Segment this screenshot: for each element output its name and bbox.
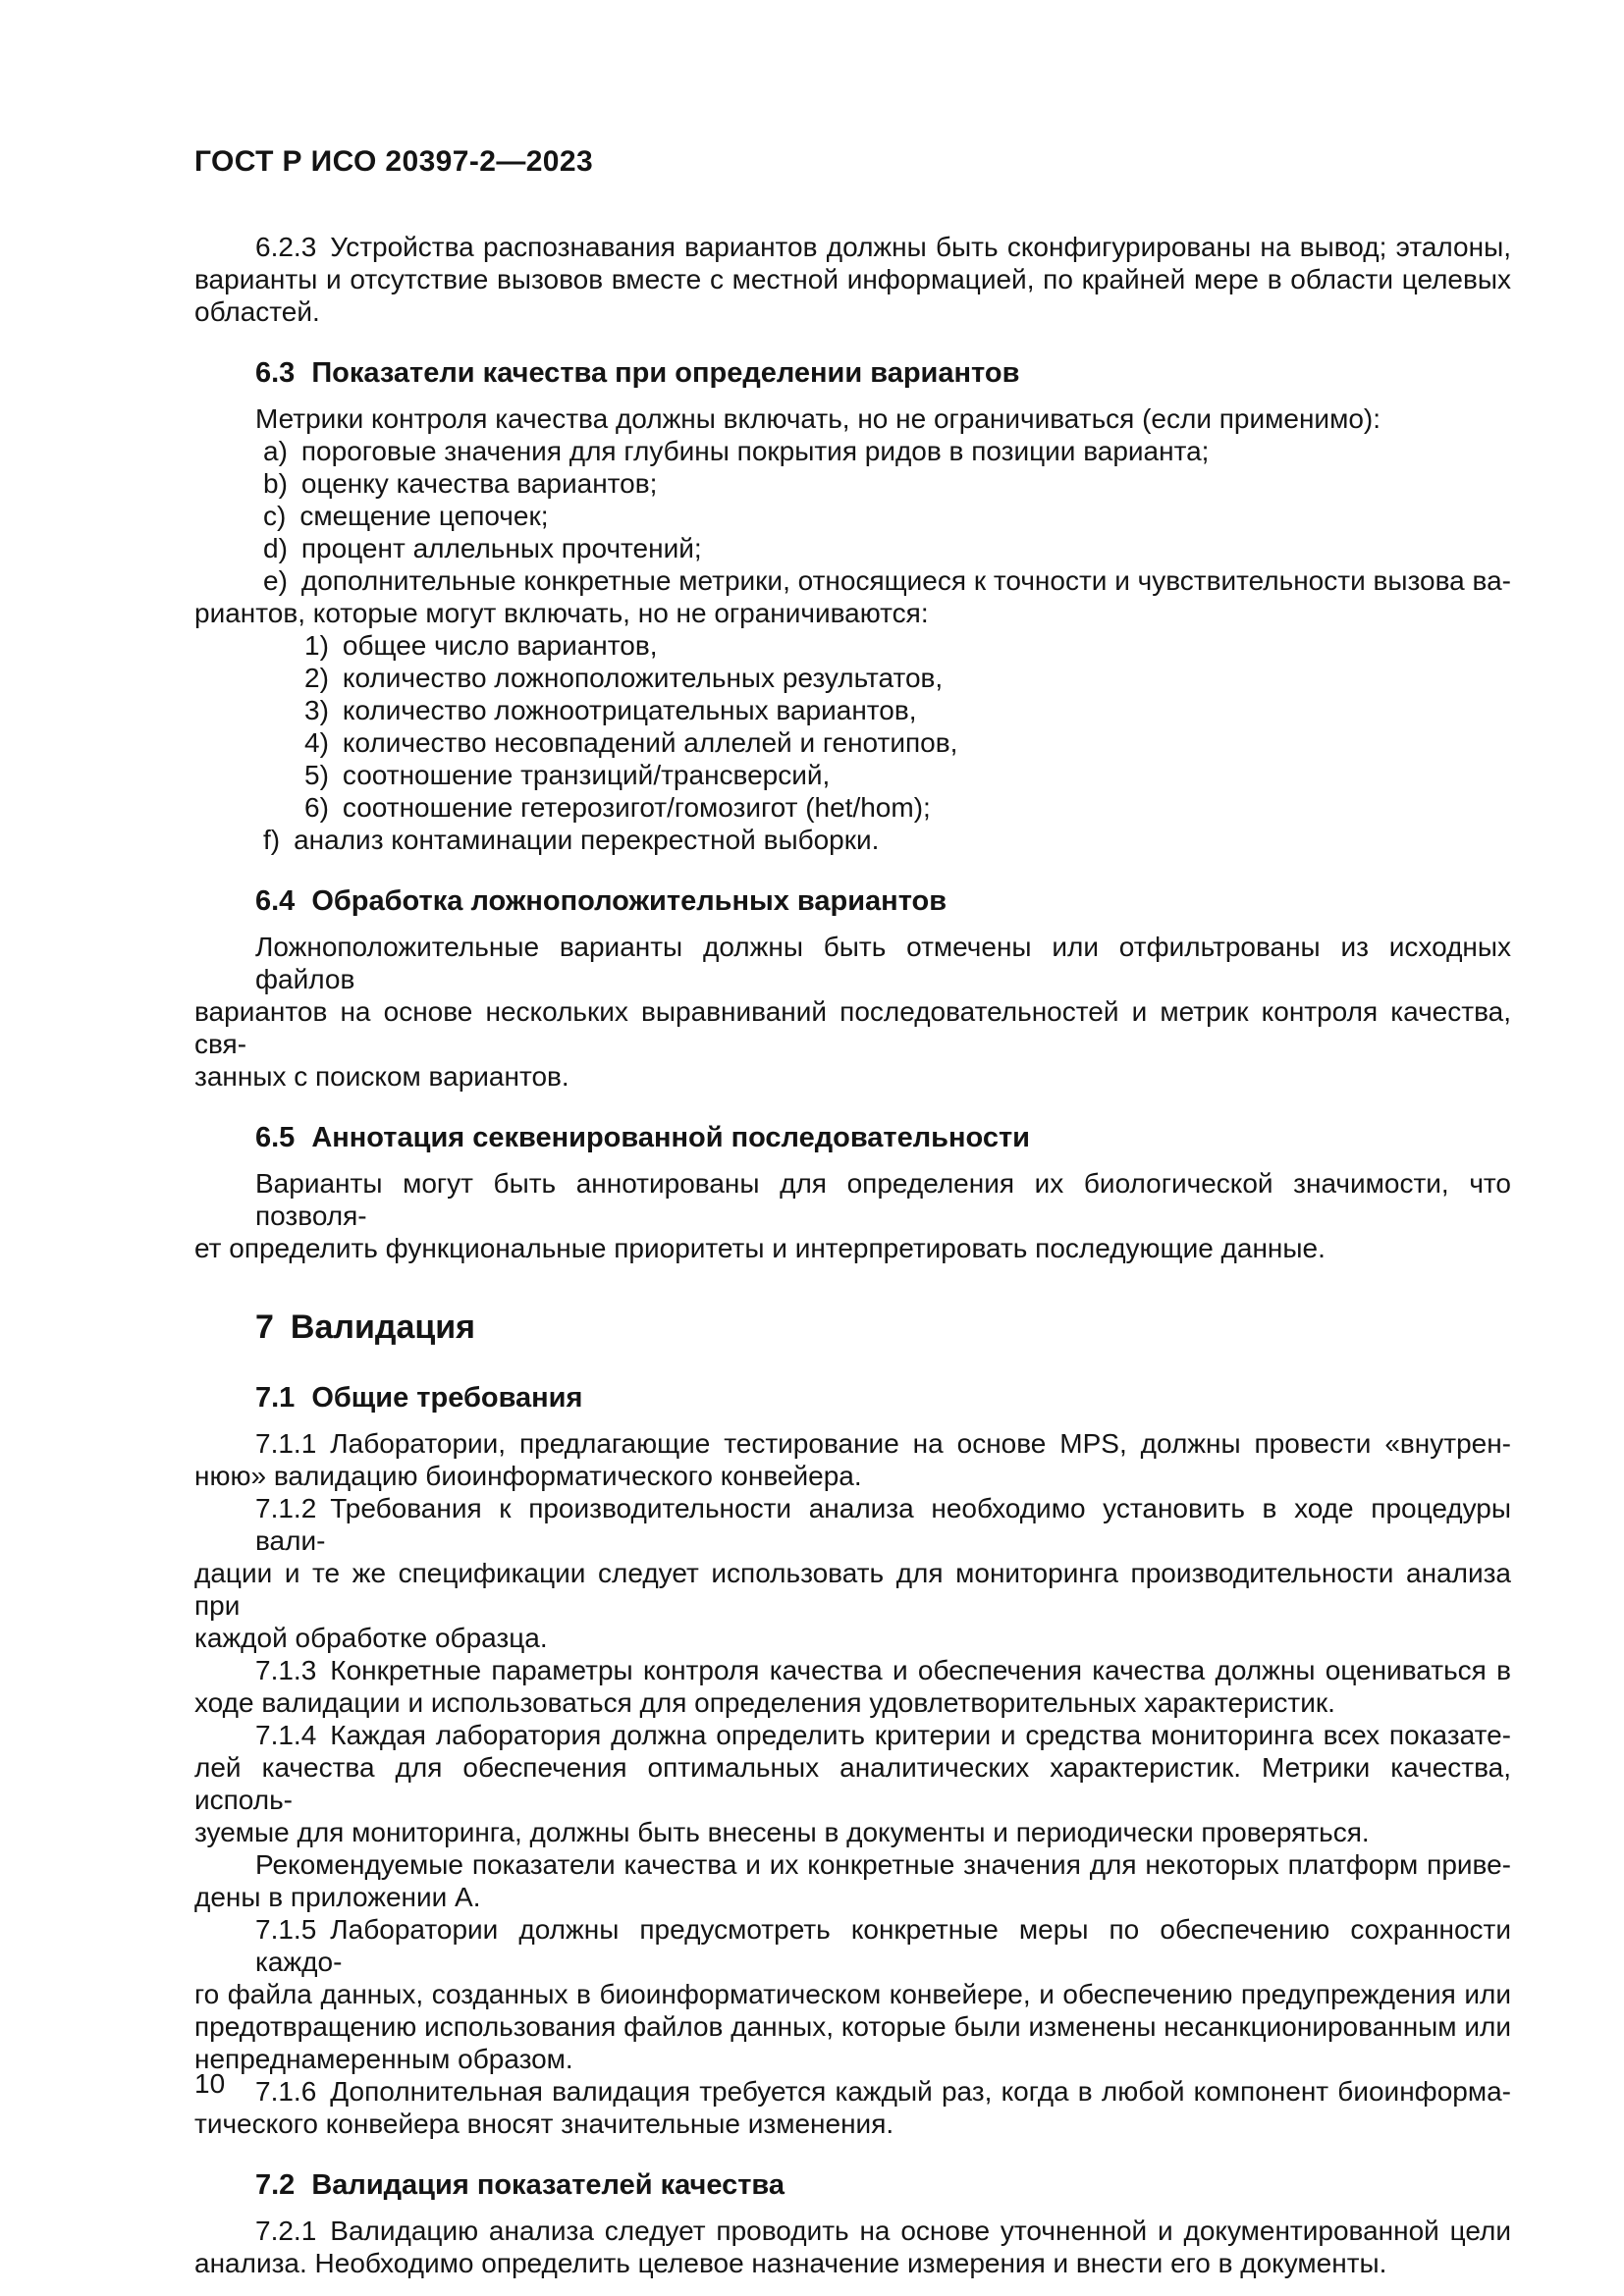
section-number: 6.4 (255, 885, 296, 917)
text-line: зуемые для мониторинга, должны быть внесены в документы и периодически проверяться. (194, 1817, 1370, 1847)
list-item-f: f) анализ контаминации перекрестной выборки. (263, 825, 880, 855)
text-line: Рекомендуемые показатели качества и их конкретные значения для некоторых платформ приве- (255, 1849, 1511, 1880)
list-subitem-3: 3) количество ложноотрицательных вариантов, (304, 695, 917, 725)
text-line: ет определить функциональные приоритеты и интерпретировать последующие данные. (194, 1233, 1326, 1263)
clause-7-1-5-paragraph (194, 1913, 1511, 2075)
clause-7-1-3-paragraph (194, 1654, 1511, 1719)
list-subitem-1: 1) общее число вариантов, (304, 630, 658, 661)
text-line: лей качества для обеспечения оптимальных аналитических характеристик. Метрики качества, исполь- (194, 1752, 1511, 1815)
list-subitem-6: 6) соотношение гетерозигот/гомозигот (het/hom); (304, 792, 931, 823)
text-line: занных с поиском вариантов. (194, 1061, 569, 1092)
section-heading-6-5 (255, 1122, 1511, 1154)
text-line: тического конвейера вносят значительные изменения. (194, 2109, 894, 2139)
chapter-number: 7 (255, 1308, 274, 1346)
section-title: Обработка ложноположительных вариантов (311, 885, 947, 917)
chapter-title: Валидация (290, 1308, 476, 1346)
document-body (194, 231, 1511, 2279)
clause-7-2-1-paragraph (194, 2215, 1511, 2279)
text-line: дены в приложении А. (194, 1882, 481, 1912)
qc-metrics-list (194, 435, 1511, 856)
list-subitem-4: 4) количество несовпадений аллелей и генотипов, (304, 727, 958, 758)
text-line: 7.1.6 Дополнительная валидация требуется каждый раз, когда в любой компонент биоинформа- (255, 2076, 1511, 2107)
section-number: 6.3 (255, 357, 296, 389)
recommended-metrics-paragraph (194, 1848, 1511, 1913)
text-line: областей. (194, 296, 320, 327)
clause-6-3-intro-paragraph (194, 402, 1511, 435)
text-line: Ложноположительные варианты должны быть отмечены или отфильтрованы из исходных файлов (255, 932, 1511, 994)
section-number: 6.5 (255, 1122, 296, 1153)
text-line: 7.1.3 Конкретные параметры контроля качества и обеспечения качества должны оцениваться в (255, 1655, 1511, 1685)
section-heading-7-1 (255, 1382, 1511, 1415)
list-item-d: d) процент аллельных прочтений; (263, 533, 702, 563)
text-line: Метрики контроля качества должны включать, но не ограничиваться (если применимо): (255, 403, 1380, 434)
list-item-e-line: риантов, которые могут включать, но не ограничиваются: (194, 598, 929, 628)
text-line: Варианты могут быть аннотированы для определения их биологической значимости, что позволя- (255, 1168, 1511, 1231)
list-item-b: b) оценку качества вариантов; (263, 468, 658, 499)
section-title: Общие требования (311, 1382, 583, 1414)
text-line: 7.1.1 Лаборатории, предлагающие тестирование на основе MPS, должны провести «внутрен- (255, 1428, 1511, 1459)
list-item-c: c) смещение цепочек; (263, 501, 549, 531)
text-line: 7.2.1 Валидацию анализа следует проводить на основе уточненной и документированной цели (255, 2216, 1511, 2246)
list-subitem-5: 5) соотношение транзиций/трансверсий, (304, 760, 831, 790)
list-item-e-line: e) дополнительные конкретные метрики, относящиеся к точности и чувствительности вызова ва- (263, 565, 1511, 596)
clause-7-1-6-paragraph (194, 2075, 1511, 2140)
section-heading-7-2 (255, 2169, 1511, 2202)
section-heading-6-3 (255, 357, 1511, 390)
text-line: 7.1.2 Требования к производительности анализа необходимо установить в ходе процедуры вали- (255, 1493, 1511, 1556)
section-heading-6-4 (255, 885, 1511, 918)
text-line: ходе валидации и использоваться для определения удовлетворительных характеристик. (194, 1687, 1335, 1718)
chapter-heading-7 (255, 1308, 1511, 1347)
text-line: дации и те же спецификации следует использовать для мониторинга производительности анализа при (194, 1558, 1511, 1621)
clause-6-2-3-paragraph (194, 231, 1511, 328)
clause-7-1-4-paragraph (194, 1719, 1511, 1848)
clause-7-1-2-paragraph (194, 1492, 1511, 1654)
clause-7-1-1-paragraph (194, 1427, 1511, 1492)
clause-6-5-paragraph (194, 1167, 1511, 1264)
text-line: 6.2.3 Устройства распознавания вариантов должны быть сконфигурированы на вывод; эталоны, (255, 232, 1511, 262)
list-item-a: a) пороговые значения для глубины покрытия ридов в позиции варианта; (263, 436, 1210, 466)
text-line: го файла данных, созданных в биоинформатическом конвейере, и обеспечению предупреждения или (194, 1979, 1511, 2009)
text-line: непреднамеренным образом. (194, 2044, 573, 2074)
section-number: 7.1 (255, 1382, 296, 1414)
list-subitem-2: 2) количество ложноположительных результатов, (304, 663, 944, 693)
text-line: вариантов на основе нескольких выравниваний последовательностей и метрик контроля качества, свя- (194, 996, 1511, 1059)
text-line: анализа. Необходимо определить целевое назначение измерения и внести его в документы. (194, 2248, 1387, 2278)
text-line: предотвращению использования файлов данных, которые были изменены несанкционированным или (194, 2011, 1511, 2042)
section-title: Валидация показателей качества (311, 2169, 785, 2201)
section-number: 7.2 (255, 2169, 296, 2201)
text-line: нюю» валидацию биоинформатического конвейера. (194, 1461, 862, 1491)
section-title: Аннотация секвенированной последовательности (311, 1122, 1031, 1153)
document-code-header: ГОСТ Р ИСО 20397-2—2023 (194, 145, 594, 178)
text-line: 7.1.5 Лаборатории должны предусмотреть конкретные меры по обеспечению сохранности каждо- (255, 1914, 1511, 1977)
clause-6-4-paragraph (194, 931, 1511, 1093)
text-line: 7.1.4 Каждая лаборатория должна определить критерии и средства мониторинга всех показате- (255, 1720, 1511, 1750)
page-number: 10 (194, 2068, 226, 2099)
section-title: Показатели качества при определении вариантов (311, 357, 1020, 389)
text-line: каждой обработке образца. (194, 1623, 548, 1653)
text-line: варианты и отсутствие вызовов вместе с местной информацией, по крайней мере в области целевых (194, 264, 1511, 294)
